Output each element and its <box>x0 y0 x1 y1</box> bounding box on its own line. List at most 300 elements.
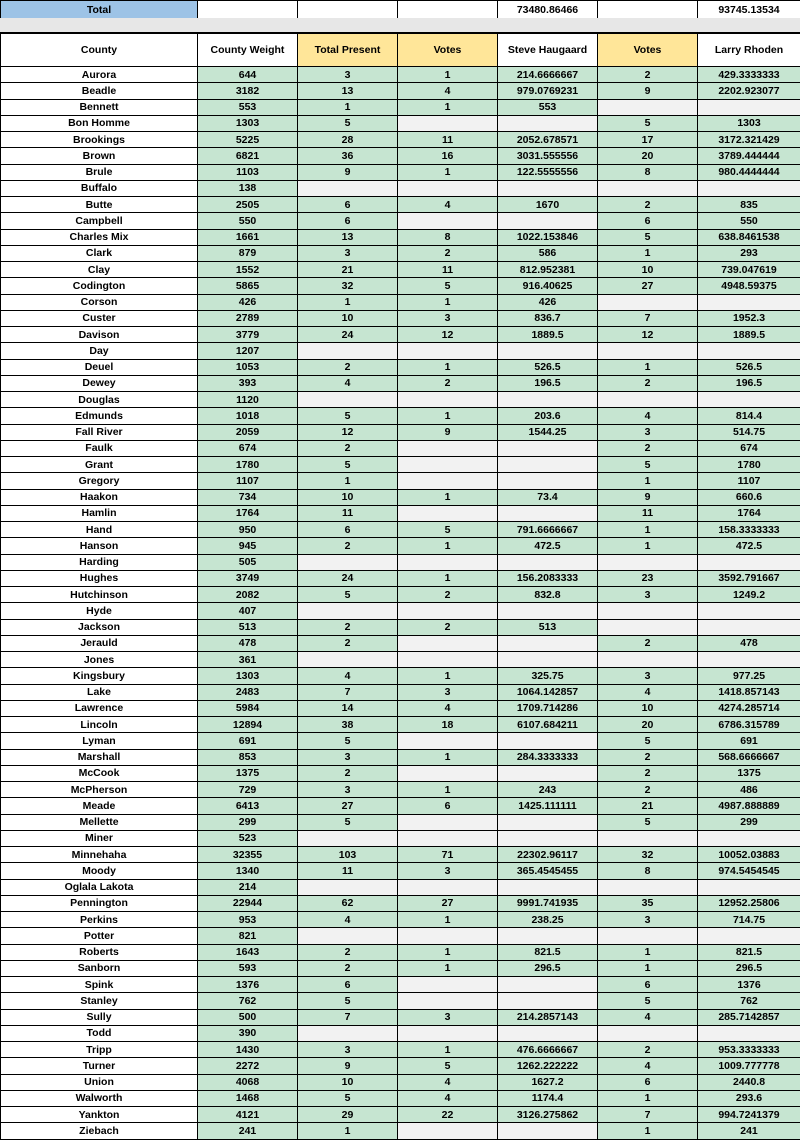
cell-county-weight[interactable]: 299 <box>198 814 298 830</box>
cell-votes-steve[interactable] <box>398 977 498 993</box>
cell-votes-larry[interactable]: 7 <box>598 310 698 326</box>
cell-county[interactable]: Fall River <box>1 424 198 440</box>
cell-votes-steve[interactable] <box>398 1025 498 1041</box>
cell-county[interactable]: Yankton <box>1 1107 198 1123</box>
cell-votes-steve[interactable] <box>398 1123 498 1139</box>
cell-county-weight[interactable]: 1303 <box>198 115 298 131</box>
cell-county[interactable]: Spink <box>1 977 198 993</box>
cell-steve-haugaard[interactable]: 916.40625 <box>498 278 598 294</box>
cell-total-present[interactable]: 62 <box>298 895 398 911</box>
cell-county-weight[interactable]: 729 <box>198 782 298 798</box>
cell-votes-steve[interactable] <box>398 343 498 359</box>
cell-steve-haugaard[interactable]: 1544.25 <box>498 424 598 440</box>
cell-total-present[interactable]: 2 <box>298 944 398 960</box>
cell-steve-haugaard[interactable] <box>498 180 598 196</box>
cell-total-present[interactable] <box>298 392 398 408</box>
cell-county[interactable]: Hughes <box>1 570 198 586</box>
cell-votes-steve[interactable] <box>398 180 498 196</box>
cell-larry-rhoden[interactable]: 4987.888889 <box>698 798 800 814</box>
cell-votes-larry[interactable]: 4 <box>598 1058 698 1074</box>
cell-votes-steve[interactable]: 1 <box>398 164 498 180</box>
cell-county[interactable]: Grant <box>1 457 198 473</box>
cell-county[interactable]: Lawrence <box>1 700 198 716</box>
cell-votes-steve[interactable]: 1 <box>398 408 498 424</box>
cell-votes-steve[interactable]: 4 <box>398 83 498 99</box>
cell-county-weight[interactable]: 1376 <box>198 977 298 993</box>
cell-total-present[interactable] <box>298 1025 398 1041</box>
cell-steve-haugaard[interactable]: 238.25 <box>498 912 598 928</box>
cell-county[interactable]: Hamlin <box>1 505 198 521</box>
cell-votes-larry[interactable]: 3 <box>598 587 698 603</box>
cell-steve-haugaard[interactable]: 1022.153846 <box>498 229 598 245</box>
cell-county-weight[interactable]: 500 <box>198 1009 298 1025</box>
cell-county-weight[interactable]: 513 <box>198 619 298 635</box>
cell-larry-rhoden[interactable]: 158.3333333 <box>698 522 800 538</box>
cell-county-weight[interactable]: 138 <box>198 180 298 196</box>
cell-total-present[interactable]: 10 <box>298 1074 398 1090</box>
cell-votes-larry[interactable] <box>598 294 698 310</box>
cell-total-present[interactable]: 5 <box>298 457 398 473</box>
cell-votes-steve[interactable]: 5 <box>398 522 498 538</box>
cell-votes-larry[interactable]: 5 <box>598 457 698 473</box>
cell-county-weight[interactable]: 1375 <box>198 765 298 781</box>
cell-county-weight[interactable]: 2505 <box>198 197 298 213</box>
cell-larry-rhoden[interactable]: 1952.3 <box>698 310 800 326</box>
cell-votes-larry[interactable]: 6 <box>598 977 698 993</box>
cell-county-weight[interactable]: 593 <box>198 960 298 976</box>
cell-larry-rhoden[interactable]: 1009.777778 <box>698 1058 800 1074</box>
cell-total-present[interactable] <box>298 343 398 359</box>
cell-county[interactable]: Codington <box>1 278 198 294</box>
cell-county-weight[interactable]: 241 <box>198 1123 298 1139</box>
cell-larry-rhoden[interactable]: 974.5454545 <box>698 863 800 879</box>
cell-votes-steve[interactable]: 16 <box>398 148 498 164</box>
cell-total-present[interactable]: 12 <box>298 424 398 440</box>
cell-county-weight[interactable]: 5984 <box>198 700 298 716</box>
cell-steve-haugaard[interactable]: 196.5 <box>498 375 598 391</box>
cell-votes-larry[interactable]: 5 <box>598 733 698 749</box>
cell-larry-rhoden[interactable] <box>698 603 800 619</box>
cell-county[interactable]: Hyde <box>1 603 198 619</box>
cell-votes-larry[interactable] <box>598 830 698 846</box>
cell-steve-haugaard[interactable] <box>498 457 598 473</box>
cell-larry-rhoden[interactable]: 2202.923077 <box>698 83 800 99</box>
cell-larry-rhoden[interactable]: 1107 <box>698 473 800 489</box>
cell-larry-rhoden[interactable] <box>698 99 800 115</box>
cell-votes-larry[interactable]: 7 <box>598 1107 698 1123</box>
cell-votes-steve[interactable]: 12 <box>398 327 498 343</box>
cell-county-weight[interactable]: 3749 <box>198 570 298 586</box>
cell-total-present[interactable] <box>298 879 398 895</box>
cell-county-weight[interactable]: 879 <box>198 245 298 261</box>
cell-county[interactable]: Buffalo <box>1 180 198 196</box>
cell-county-weight[interactable]: 5225 <box>198 132 298 148</box>
cell-larry-rhoden[interactable]: 1764 <box>698 505 800 521</box>
cell-county-weight[interactable]: 3779 <box>198 327 298 343</box>
cell-votes-steve[interactable] <box>398 392 498 408</box>
cell-county-weight[interactable]: 644 <box>198 67 298 83</box>
cell-votes-larry[interactable]: 32 <box>598 847 698 863</box>
cell-votes-larry[interactable] <box>598 554 698 570</box>
total-larry-cell[interactable]: 93745.13534 <box>698 1 800 19</box>
cell-steve-haugaard[interactable]: 586 <box>498 245 598 261</box>
header-votes-larry[interactable]: Votes <box>598 34 698 67</box>
cell-votes-steve[interactable] <box>398 814 498 830</box>
cell-larry-rhoden[interactable]: 196.5 <box>698 375 800 391</box>
cell-steve-haugaard[interactable]: 6107.684211 <box>498 717 598 733</box>
cell-total-present[interactable]: 2 <box>298 440 398 456</box>
cell-steve-haugaard[interactable]: 1064.142857 <box>498 684 598 700</box>
cell-county-weight[interactable]: 2272 <box>198 1058 298 1074</box>
cell-votes-steve[interactable]: 4 <box>398 1090 498 1106</box>
cell-county-weight[interactable]: 1340 <box>198 863 298 879</box>
cell-steve-haugaard[interactable] <box>498 473 598 489</box>
cell-votes-larry[interactable]: 1 <box>598 522 698 538</box>
cell-votes-larry[interactable]: 2 <box>598 197 698 213</box>
cell-steve-haugaard[interactable] <box>498 343 598 359</box>
cell-county[interactable]: Jones <box>1 652 198 668</box>
cell-steve-haugaard[interactable]: 243 <box>498 782 598 798</box>
total-empty-cell[interactable] <box>198 1 298 19</box>
cell-steve-haugaard[interactable]: 979.0769231 <box>498 83 598 99</box>
cell-votes-larry[interactable]: 12 <box>598 327 698 343</box>
cell-county-weight[interactable]: 953 <box>198 912 298 928</box>
cell-votes-steve[interactable]: 3 <box>398 863 498 879</box>
cell-county[interactable]: Brown <box>1 148 198 164</box>
cell-votes-larry[interactable]: 10 <box>598 700 698 716</box>
cell-votes-larry[interactable] <box>598 879 698 895</box>
cell-steve-haugaard[interactable]: 296.5 <box>498 960 598 976</box>
cell-votes-steve[interactable]: 27 <box>398 895 498 911</box>
cell-total-present[interactable]: 24 <box>298 570 398 586</box>
cell-county[interactable]: Minnehaha <box>1 847 198 863</box>
cell-steve-haugaard[interactable] <box>498 765 598 781</box>
cell-votes-steve[interactable] <box>398 993 498 1009</box>
cell-county-weight[interactable]: 1053 <box>198 359 298 375</box>
cell-total-present[interactable] <box>298 928 398 944</box>
cell-larry-rhoden[interactable]: 568.6666667 <box>698 749 800 765</box>
cell-larry-rhoden[interactable]: 472.5 <box>698 538 800 554</box>
cell-larry-rhoden[interactable]: 674 <box>698 440 800 456</box>
cell-larry-rhoden[interactable] <box>698 343 800 359</box>
cell-larry-rhoden[interactable]: 1375 <box>698 765 800 781</box>
cell-steve-haugaard[interactable] <box>498 879 598 895</box>
cell-votes-larry[interactable] <box>598 99 698 115</box>
cell-larry-rhoden[interactable]: 1249.2 <box>698 587 800 603</box>
cell-county[interactable]: Stanley <box>1 993 198 1009</box>
cell-county-weight[interactable]: 853 <box>198 749 298 765</box>
cell-county[interactable]: Marshall <box>1 749 198 765</box>
cell-larry-rhoden[interactable] <box>698 294 800 310</box>
cell-steve-haugaard[interactable]: 2052.678571 <box>498 132 598 148</box>
cell-total-present[interactable]: 2 <box>298 538 398 554</box>
cell-steve-haugaard[interactable] <box>498 392 598 408</box>
cell-larry-rhoden[interactable]: 486 <box>698 782 800 798</box>
cell-larry-rhoden[interactable]: 953.3333333 <box>698 1042 800 1058</box>
cell-votes-steve[interactable] <box>398 473 498 489</box>
cell-steve-haugaard[interactable] <box>498 928 598 944</box>
cell-steve-haugaard[interactable] <box>498 830 598 846</box>
cell-county-weight[interactable]: 945 <box>198 538 298 554</box>
cell-total-present[interactable]: 2 <box>298 635 398 651</box>
cell-total-present[interactable]: 10 <box>298 489 398 505</box>
cell-total-present[interactable]: 1 <box>298 473 398 489</box>
cell-votes-larry[interactable]: 8 <box>598 164 698 180</box>
cell-votes-larry[interactable]: 1 <box>598 960 698 976</box>
cell-county-weight[interactable]: 1552 <box>198 262 298 278</box>
cell-county-weight[interactable]: 821 <box>198 928 298 944</box>
cell-larry-rhoden[interactable]: 3172.321429 <box>698 132 800 148</box>
cell-steve-haugaard[interactable]: 1425.111111 <box>498 798 598 814</box>
cell-steve-haugaard[interactable]: 1174.4 <box>498 1090 598 1106</box>
cell-votes-larry[interactable]: 23 <box>598 570 698 586</box>
cell-county-weight[interactable]: 361 <box>198 652 298 668</box>
cell-county-weight[interactable]: 1107 <box>198 473 298 489</box>
cell-total-present[interactable]: 6 <box>298 522 398 538</box>
cell-steve-haugaard[interactable]: 836.7 <box>498 310 598 326</box>
cell-votes-larry[interactable]: 2 <box>598 782 698 798</box>
cell-votes-larry[interactable]: 21 <box>598 798 698 814</box>
cell-county[interactable]: Roberts <box>1 944 198 960</box>
cell-larry-rhoden[interactable]: 977.25 <box>698 668 800 684</box>
cell-county-weight[interactable]: 407 <box>198 603 298 619</box>
cell-steve-haugaard[interactable] <box>498 993 598 1009</box>
cell-votes-larry[interactable]: 5 <box>598 229 698 245</box>
cell-total-present[interactable]: 14 <box>298 700 398 716</box>
total-label-cell[interactable]: Total <box>1 1 198 19</box>
cell-county-weight[interactable]: 5865 <box>198 278 298 294</box>
cell-total-present[interactable]: 4 <box>298 375 398 391</box>
cell-votes-steve[interactable]: 1 <box>398 912 498 928</box>
cell-votes-steve[interactable] <box>398 830 498 846</box>
cell-larry-rhoden[interactable]: 526.5 <box>698 359 800 375</box>
cell-votes-larry[interactable] <box>598 928 698 944</box>
cell-votes-steve[interactable]: 1 <box>398 570 498 586</box>
cell-county-weight[interactable]: 12894 <box>198 717 298 733</box>
cell-larry-rhoden[interactable]: 4948.59375 <box>698 278 800 294</box>
cell-votes-steve[interactable]: 1 <box>398 1042 498 1058</box>
cell-county[interactable]: Custer <box>1 310 198 326</box>
cell-steve-haugaard[interactable]: 832.8 <box>498 587 598 603</box>
cell-votes-larry[interactable]: 35 <box>598 895 698 911</box>
cell-votes-larry[interactable]: 1 <box>598 538 698 554</box>
cell-steve-haugaard[interactable] <box>498 977 598 993</box>
cell-county[interactable]: Jerauld <box>1 635 198 651</box>
cell-steve-haugaard[interactable]: 365.4545455 <box>498 863 598 879</box>
cell-votes-larry[interactable]: 1 <box>598 1123 698 1139</box>
cell-county[interactable]: Clark <box>1 245 198 261</box>
cell-votes-steve[interactable]: 2 <box>398 245 498 261</box>
cell-larry-rhoden[interactable]: 3789.444444 <box>698 148 800 164</box>
cell-total-present[interactable]: 3 <box>298 67 398 83</box>
cell-total-present[interactable]: 3 <box>298 1042 398 1058</box>
cell-total-present[interactable]: 10 <box>298 310 398 326</box>
cell-steve-haugaard[interactable]: 22302.96117 <box>498 847 598 863</box>
cell-county[interactable]: Campbell <box>1 213 198 229</box>
cell-county[interactable]: Faulk <box>1 440 198 456</box>
cell-steve-haugaard[interactable] <box>498 554 598 570</box>
cell-steve-haugaard[interactable]: 476.6666667 <box>498 1042 598 1058</box>
cell-larry-rhoden[interactable]: 478 <box>698 635 800 651</box>
cell-county[interactable]: Lincoln <box>1 717 198 733</box>
cell-larry-rhoden[interactable]: 835 <box>698 197 800 213</box>
cell-votes-steve[interactable] <box>398 457 498 473</box>
cell-larry-rhoden[interactable]: 814.4 <box>698 408 800 424</box>
cell-county-weight[interactable]: 393 <box>198 375 298 391</box>
cell-votes-steve[interactable] <box>398 554 498 570</box>
cell-total-present[interactable]: 7 <box>298 684 398 700</box>
cell-votes-steve[interactable]: 3 <box>398 310 498 326</box>
cell-larry-rhoden[interactable]: 1780 <box>698 457 800 473</box>
cell-county[interactable]: Clay <box>1 262 198 278</box>
cell-votes-larry[interactable]: 4 <box>598 684 698 700</box>
cell-steve-haugaard[interactable]: 1889.5 <box>498 327 598 343</box>
cell-votes-steve[interactable] <box>398 505 498 521</box>
cell-votes-larry[interactable]: 6 <box>598 1074 698 1090</box>
cell-county-weight[interactable]: 734 <box>198 489 298 505</box>
cell-total-present[interactable]: 1 <box>298 1123 398 1139</box>
cell-steve-haugaard[interactable] <box>498 115 598 131</box>
cell-votes-larry[interactable] <box>598 343 698 359</box>
cell-votes-steve[interactable] <box>398 765 498 781</box>
cell-larry-rhoden[interactable]: 4274.285714 <box>698 700 800 716</box>
cell-county[interactable]: Gregory <box>1 473 198 489</box>
cell-total-present[interactable]: 1 <box>298 99 398 115</box>
cell-total-present[interactable]: 3 <box>298 245 398 261</box>
cell-votes-larry[interactable]: 2 <box>598 440 698 456</box>
cell-county[interactable]: Todd <box>1 1025 198 1041</box>
cell-steve-haugaard[interactable] <box>498 440 598 456</box>
cell-larry-rhoden[interactable]: 821.5 <box>698 944 800 960</box>
cell-total-present[interactable]: 38 <box>298 717 398 733</box>
cell-county-weight[interactable]: 3182 <box>198 83 298 99</box>
cell-steve-haugaard[interactable]: 3031.555556 <box>498 148 598 164</box>
cell-county-weight[interactable]: 478 <box>198 635 298 651</box>
cell-larry-rhoden[interactable]: 429.3333333 <box>698 67 800 83</box>
cell-county-weight[interactable]: 214 <box>198 879 298 895</box>
cell-total-present[interactable]: 9 <box>298 164 398 180</box>
cell-votes-steve[interactable] <box>398 115 498 131</box>
cell-total-present[interactable]: 2 <box>298 359 398 375</box>
cell-larry-rhoden[interactable]: 6786.315789 <box>698 717 800 733</box>
cell-votes-larry[interactable]: 9 <box>598 489 698 505</box>
cell-votes-steve[interactable]: 3 <box>398 684 498 700</box>
cell-larry-rhoden[interactable]: 980.4444444 <box>698 164 800 180</box>
cell-county-weight[interactable]: 691 <box>198 733 298 749</box>
cell-steve-haugaard[interactable] <box>498 1025 598 1041</box>
cell-county-weight[interactable]: 2483 <box>198 684 298 700</box>
cell-county[interactable]: Miner <box>1 830 198 846</box>
cell-steve-haugaard[interactable] <box>498 733 598 749</box>
cell-steve-haugaard[interactable] <box>498 635 598 651</box>
cell-county[interactable]: McPherson <box>1 782 198 798</box>
cell-steve-haugaard[interactable]: 426 <box>498 294 598 310</box>
cell-county-weight[interactable]: 1103 <box>198 164 298 180</box>
cell-votes-larry[interactable]: 2 <box>598 375 698 391</box>
cell-county[interactable]: Haakon <box>1 489 198 505</box>
cell-county[interactable]: Brule <box>1 164 198 180</box>
cell-votes-steve[interactable] <box>398 440 498 456</box>
cell-county[interactable]: Potter <box>1 928 198 944</box>
cell-votes-larry[interactable]: 1 <box>598 944 698 960</box>
cell-steve-haugaard[interactable] <box>498 505 598 521</box>
cell-votes-steve[interactable] <box>398 603 498 619</box>
cell-votes-larry[interactable] <box>598 180 698 196</box>
cell-county[interactable]: McCook <box>1 765 198 781</box>
cell-larry-rhoden[interactable]: 296.5 <box>698 960 800 976</box>
cell-steve-haugaard[interactable]: 325.75 <box>498 668 598 684</box>
cell-larry-rhoden[interactable] <box>698 180 800 196</box>
cell-county[interactable]: Douglas <box>1 392 198 408</box>
cell-larry-rhoden[interactable]: 2440.8 <box>698 1074 800 1090</box>
cell-steve-haugaard[interactable]: 1262.222222 <box>498 1058 598 1074</box>
cell-larry-rhoden[interactable]: 3592.791667 <box>698 570 800 586</box>
cell-votes-steve[interactable]: 1 <box>398 359 498 375</box>
cell-votes-larry[interactable]: 5 <box>598 993 698 1009</box>
cell-county-weight[interactable]: 22944 <box>198 895 298 911</box>
cell-larry-rhoden[interactable]: 12952.25806 <box>698 895 800 911</box>
cell-county[interactable]: Davison <box>1 327 198 343</box>
cell-steve-haugaard[interactable] <box>498 603 598 619</box>
cell-votes-larry[interactable]: 2 <box>598 67 698 83</box>
cell-total-present[interactable]: 5 <box>298 115 398 131</box>
cell-votes-steve[interactable] <box>398 733 498 749</box>
cell-county[interactable]: Bon Homme <box>1 115 198 131</box>
cell-votes-larry[interactable] <box>598 619 698 635</box>
cell-county[interactable]: Turner <box>1 1058 198 1074</box>
cell-steve-haugaard[interactable]: 513 <box>498 619 598 635</box>
cell-county-weight[interactable]: 4068 <box>198 1074 298 1090</box>
cell-total-present[interactable]: 5 <box>298 993 398 1009</box>
cell-votes-larry[interactable]: 2 <box>598 765 698 781</box>
cell-county-weight[interactable]: 390 <box>198 1025 298 1041</box>
cell-larry-rhoden[interactable]: 1303 <box>698 115 800 131</box>
cell-total-present[interactable]: 9 <box>298 1058 398 1074</box>
cell-votes-larry[interactable]: 3 <box>598 668 698 684</box>
cell-votes-larry[interactable]: 9 <box>598 83 698 99</box>
cell-county[interactable]: Meade <box>1 798 198 814</box>
cell-total-present[interactable]: 27 <box>298 798 398 814</box>
cell-total-present[interactable]: 3 <box>298 782 398 798</box>
cell-total-present[interactable]: 7 <box>298 1009 398 1025</box>
total-empty-cell[interactable] <box>598 1 698 19</box>
cell-county[interactable]: Aurora <box>1 67 198 83</box>
cell-county-weight[interactable]: 553 <box>198 99 298 115</box>
cell-votes-steve[interactable] <box>398 879 498 895</box>
cell-votes-larry[interactable]: 1 <box>598 473 698 489</box>
cell-county-weight[interactable]: 6821 <box>198 148 298 164</box>
cell-votes-steve[interactable]: 6 <box>398 798 498 814</box>
cell-county-weight[interactable]: 1643 <box>198 944 298 960</box>
cell-total-present[interactable]: 6 <box>298 977 398 993</box>
cell-county[interactable]: Butte <box>1 197 198 213</box>
cell-county[interactable]: Bennett <box>1 99 198 115</box>
cell-larry-rhoden[interactable]: 10052.03883 <box>698 847 800 863</box>
cell-county-weight[interactable]: 2059 <box>198 424 298 440</box>
header-county[interactable]: County <box>1 34 198 67</box>
cell-votes-larry[interactable]: 3 <box>598 912 698 928</box>
cell-total-present[interactable]: 28 <box>298 132 398 148</box>
cell-votes-steve[interactable] <box>398 652 498 668</box>
cell-county-weight[interactable]: 1207 <box>198 343 298 359</box>
cell-steve-haugaard[interactable] <box>498 213 598 229</box>
cell-county-weight[interactable]: 1661 <box>198 229 298 245</box>
cell-votes-larry[interactable]: 2 <box>598 635 698 651</box>
cell-votes-steve[interactable]: 4 <box>398 1074 498 1090</box>
cell-county-weight[interactable]: 550 <box>198 213 298 229</box>
cell-total-present[interactable]: 32 <box>298 278 398 294</box>
cell-total-present[interactable]: 11 <box>298 505 398 521</box>
